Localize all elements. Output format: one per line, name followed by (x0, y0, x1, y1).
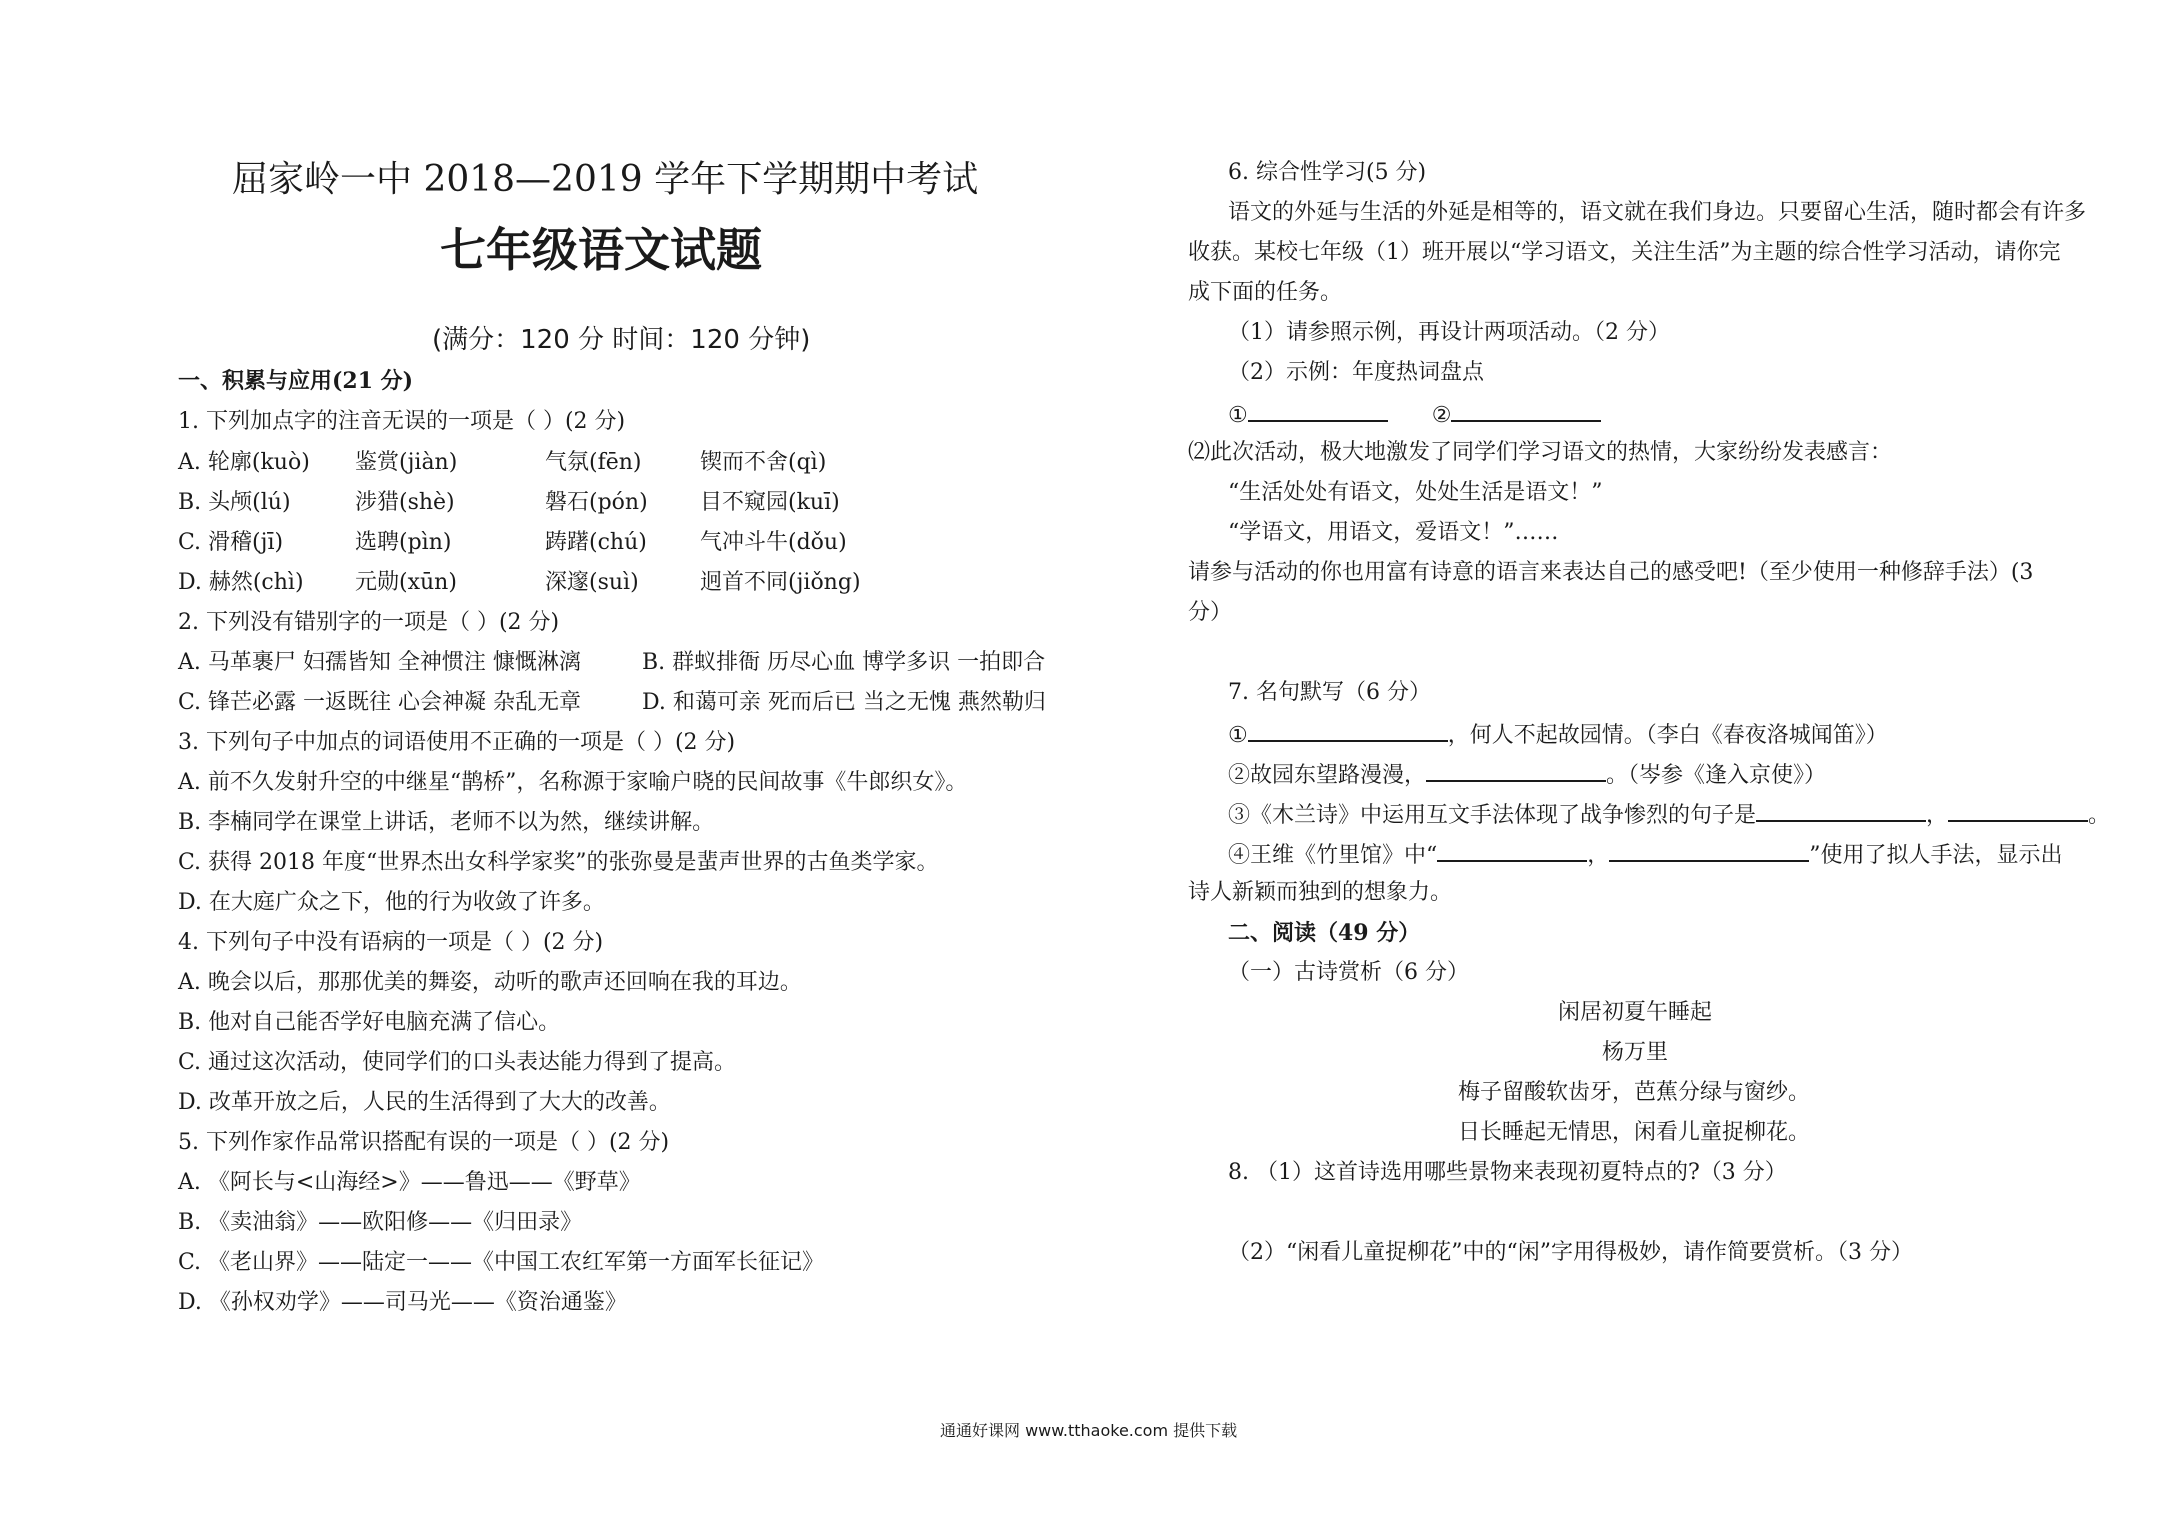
q3-stem: 3. 下列句子中加点的词语使用不正确的一项是（ ）(2 分) (178, 730, 736, 755)
q7-line2-text: ②故园东望路漫漫， (1228, 763, 1427, 788)
q1-option-b-4: 目不窥园(kuī) (700, 490, 840, 515)
q6-para-line2: 收获。某校七年级（1）班开展以“学习语文，关注生活”为主题的综合性学习活动，请你完 (1188, 240, 2061, 265)
q4-option-b: B. 他对自己能否学好电脑充满了信心。 (178, 1010, 561, 1035)
q8-part1: 8. （1）这首诗选用哪些景物来表现初夏特点的?（3 分） (1228, 1160, 1787, 1185)
section2-heading: 二、阅读（49 分） (1228, 920, 1421, 946)
section1-heading: 一、积累与应用(21 分) (178, 368, 414, 394)
q2-option-a: A. 马革裹尸 妇孺皆知 全神惯注 慷慨淋漓 (178, 650, 581, 675)
q7-line3 (1228, 798, 2110, 831)
q2-option-d: D. 和蔼可亲 死而后已 当之无愧 燕然勒归 (642, 690, 1046, 715)
q7-line4-sep: ， (1587, 843, 1610, 868)
q6-answer-blank-1[interactable] (1248, 398, 1388, 422)
page-footer: 通通好课网 www.tthaoke.com 提供下载 (940, 1421, 1238, 1440)
q7-line4-continuation: 诗人新颖而独到的想象力。 (1188, 880, 1453, 905)
q7-line2-tail: 。（岑参《逢入京使》） (1606, 763, 1827, 788)
q6-task1-example: （2）示例：年度热词盘点 (1228, 360, 1484, 385)
q7-line4-tail: ”使用了拟人手法，显示出 (1809, 843, 2063, 868)
q6-para-line1: 语文的外延与生活的外延是相等的，语文就在我们身边。只要留心生活，随时都会有许多 (1228, 200, 2087, 225)
q4-stem: 4. 下列句子中没有语病的一项是（ ）(2 分) (178, 930, 604, 955)
q4-option-c: C. 通过这次活动，使同学们的口头表达能力得到了提高。 (178, 1050, 737, 1075)
exam-meta: (满分：120 分 时间：120 分钟) (432, 325, 811, 355)
q6-quote2: “学语文，用语文，爱语文！”…… (1228, 520, 1559, 545)
q6-ask-line2: 分） (1188, 600, 1233, 625)
q1-option-d-2: 元勋(xūn) (355, 570, 457, 595)
q6-para-line3: 成下面的任务。 (1188, 280, 1343, 305)
poem-line2: 日长睡起无情思，闲看儿童捉柳花。 (1458, 1120, 1811, 1145)
q1-option-a-3: 气氛(fēn) (545, 450, 642, 475)
q5-option-c: C. 《老山界》——陆定一——《中国工农红军第一方面军长征记》 (178, 1250, 825, 1275)
q6-blank1-mark: ① (1228, 403, 1248, 428)
q1-option-b-2: 涉猎(shè) (355, 490, 455, 515)
section2-sub1: （一）古诗赏析（6 分） (1228, 960, 1469, 985)
q7-blank-5[interactable] (1437, 838, 1587, 862)
q1-option-a-4: 锲而不舍(qì) (700, 450, 827, 475)
q2-option-c: C. 锋芒必露 一返既往 心会神凝 杂乱无章 (178, 690, 582, 715)
exam-subject-title: 七年级语文试题 (440, 223, 762, 277)
q3-option-c: C. 获得 2018 年度“世界杰出女科学家奖”的张弥曼是蜚声世界的古鱼类学家。 (178, 850, 939, 875)
q4-option-d: D. 改革开放之后，人民的生活得到了大大的改善。 (178, 1090, 671, 1115)
poem-author: 杨万里 (1602, 1040, 1669, 1065)
q1-option-c-3: 踌躇(chú) (545, 530, 647, 555)
q6-task2: ⑵此次活动，极大地激发了同学们学习语文的热情，大家纷纷发表感言： (1188, 440, 1893, 465)
q1-option-d-4: 迥首不同(jiǒng) (700, 570, 861, 595)
exam-school-title: 屈家岭一中 2018—2019 学年下学期期中考试 (232, 159, 979, 200)
q7-blank-2[interactable] (1426, 758, 1606, 782)
q6-answer-blanks (1228, 398, 1601, 431)
q5-option-d: D. 《孙权劝学》——司马光——《资治通鉴》 (178, 1290, 627, 1315)
q3-option-d: D. 在大庭广众之下，他的行为收敛了许多。 (178, 890, 605, 915)
q1-stem: 1. 下列加点字的注音无误的一项是（ ）(2 分) (178, 409, 626, 434)
q7-blank-3[interactable] (1756, 798, 1926, 822)
q7-line1-text: ，何人不起故园情。（李白《春夜洛城闻笛》） (1447, 723, 1888, 748)
q5-option-b: B. 《卖油翁》——欧阳修——《归田录》 (178, 1210, 583, 1235)
q7-line2 (1228, 758, 1826, 791)
q1-option-d-3: 深邃(suì) (545, 570, 639, 595)
q1-option-b-3: 磐石(pón) (545, 490, 648, 515)
poem-line1: 梅子留酸软齿牙，芭蕉分绿与窗纱。 (1458, 1080, 1811, 1105)
q3-option-b: B. 李楠同学在课堂上讲话，老师不以为然，继续讲解。 (178, 810, 715, 835)
q7-blank-1[interactable] (1248, 718, 1448, 742)
q7-line4-text: ④王维《竹里馆》中“ (1228, 843, 1438, 868)
q1-option-b-1: B. 头颅(lú) (178, 490, 291, 515)
q1-option-c-2: 选聘(pìn) (355, 530, 452, 555)
q7-line3-sep: ， (1926, 803, 1949, 828)
q7-line3-end: 。 (2088, 803, 2111, 828)
q8-part2: （2）“闲看儿童捉柳花”中的“闲”字用得极妙，请作简要赏析。（3 分） (1228, 1240, 1913, 1265)
q5-option-a: A. 《阿长与<山海经>》——鲁迅——《野草》 (178, 1170, 641, 1195)
q3-option-a: A. 前不久发射升空的中继星“鹊桥”，名称源于家喻户晓的民间故事《牛郎织女》。 (178, 770, 968, 795)
q1-option-a-1: A. 轮廓(kuò) (178, 450, 310, 475)
q4-option-a: A. 晚会以后，那那优美的舞姿，动听的歌声还回响在我的耳边。 (178, 970, 802, 995)
q7-blank-4[interactable] (1948, 798, 2088, 822)
q6-answer-blank-2[interactable] (1451, 398, 1601, 422)
q7-blank-6[interactable] (1609, 838, 1809, 862)
q7-line1-mark: ① (1228, 723, 1248, 748)
q2-option-b: B. 群蚁排衙 历尽心血 博学多识 一拍即合 (642, 650, 1046, 675)
q1-option-a-2: 鉴赏(jiàn) (355, 450, 458, 475)
q6-quote1: “生活处处有语文，处处生活是语文！” (1228, 480, 1603, 505)
q2-stem: 2. 下列没有错别字的一项是（ ）(2 分) (178, 610, 560, 635)
q7-line1 (1228, 718, 1888, 751)
q1-option-c-4: 气冲斗牛(dǒu) (700, 530, 847, 555)
q7-line3-text: ③《木兰诗》中运用互文手法体现了战争惨烈的句子是 (1228, 803, 1757, 828)
q6-blank2-mark: ② (1431, 403, 1452, 428)
q1-option-c-1: C. 滑稽(jī) (178, 530, 284, 555)
q6-ask-line1: 请参与活动的你也用富有诗意的语言来表达自己的感受吧!（至少使用一种修辞手法）(3 (1188, 560, 2034, 585)
q6-stem: 6. 综合性学习(5 分) (1228, 160, 1427, 185)
q7-stem: 7. 名句默写（6 分） (1228, 680, 1431, 705)
poem-title: 闲居初夏午睡起 (1558, 1000, 1713, 1025)
q6-task1: （1）请参照示例，再设计两项活动。（2 分） (1228, 320, 1670, 345)
q1-option-d-1: D. 赫然(chì) (178, 570, 304, 595)
q5-stem: 5. 下列作家作品常识搭配有误的一项是（ ）(2 分) (178, 1130, 670, 1155)
q7-line4 (1228, 838, 2063, 871)
